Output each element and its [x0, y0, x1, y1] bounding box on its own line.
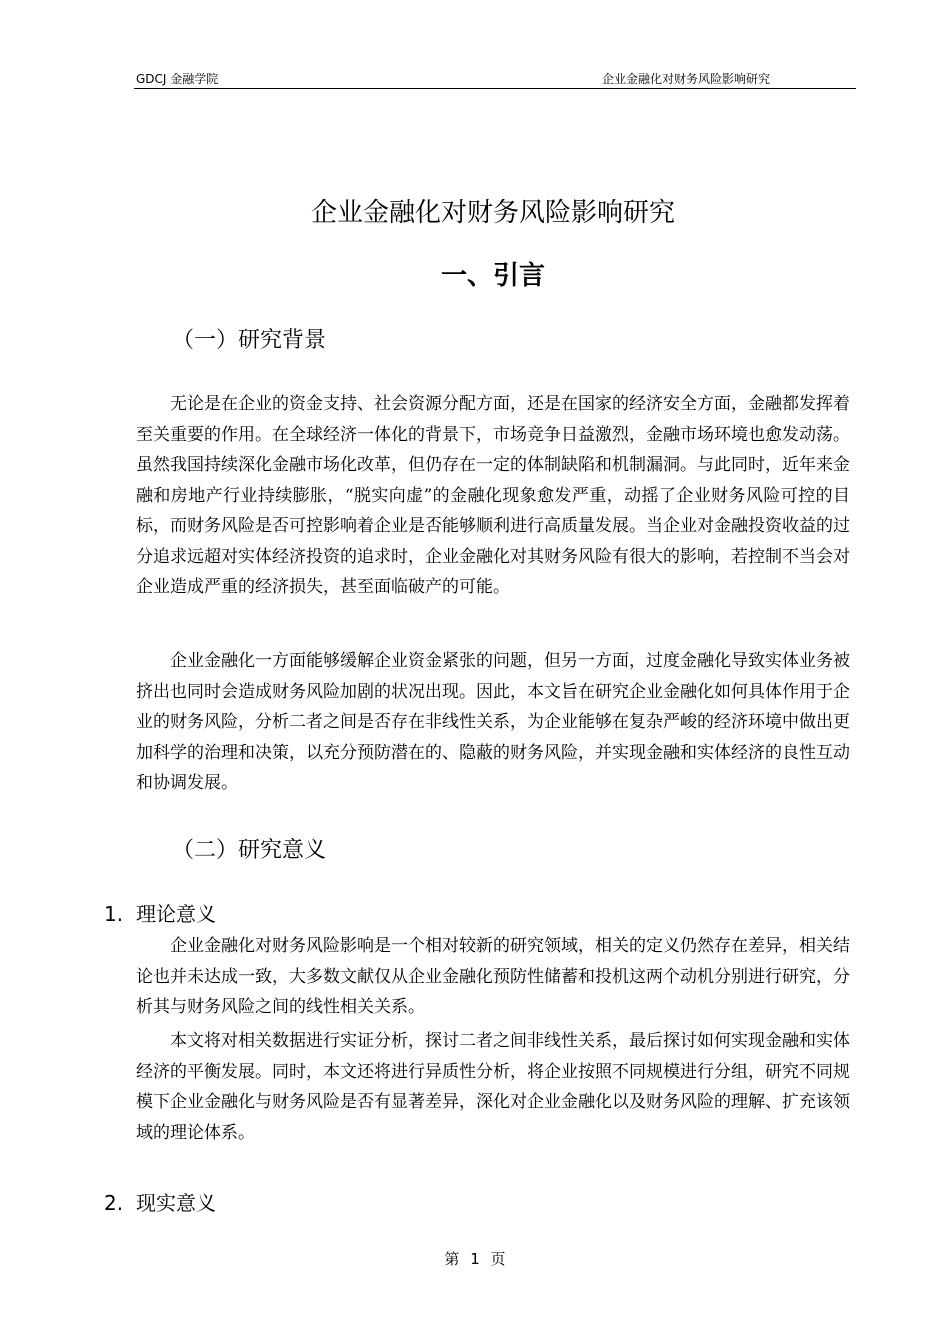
- paragraph-theory-2: 本文将对相关数据进行实证分析，探讨二者之间非线性关系，最后探讨如何实现金融和实体经济的平衡发展。同时，本文还将进行异质性分析，将企业按照不同规模进行分组，研究不同规模下企业金融化与财务风险是否有显著差异，深化对企业金融化以及财务风险的理解、扩充该领域的理论体系。: [136, 1031, 850, 1143]
- page-footer: [0, 1248, 950, 1270]
- paragraph-background-1: 无论是在企业的资金支持、社会资源分配方面，还是在国家的经济安全方面，金融都发挥着至关重要的作用。在全球经济一体化的背景下，市场竞争日益激烈，金融市场环境也愈发动荡。虽然我国持续深化金融市场化改革，但仍存在一定的体制缺陷和机制漏洞。与此同时，近年来金融和房地产行业持续膨胀，“脱实向虚”的金融化现象愈发严重，动摇了企业财务风险可控的目标，而财务风险是否可控影响着企业是否能够顺利进行高质量发展。当企业对金融投资收益的过分追求远超对实体经济投资的追求时，企业金融化对其财务风险有很大的影响，若控制不当会对企业造成严重的经济损失，甚至面临破产的可能。: [136, 394, 850, 597]
- subheading-number: 1.: [104, 902, 124, 926]
- page-number-suffix: 页: [490, 1250, 506, 1268]
- header-left-text: GDCJ 金融学院: [136, 72, 219, 86]
- subheading-number: 2.: [104, 1191, 124, 1215]
- page-number: 1: [470, 1250, 480, 1268]
- page-header: [134, 70, 856, 89]
- document-title: 企业金融化对财务风险影响研究: [310, 198, 675, 228]
- page-number-prefix: 第: [444, 1250, 460, 1268]
- subheading-text: 理论意义: [136, 902, 216, 926]
- header-right-text: 企业金融化对财务风险影响研究: [601, 72, 770, 86]
- paragraph-background-2: 企业金融化一方面能够缓解企业资金紧张的问题，但另一方面，过度金融化导致实体业务被挤出也同时会造成财务风险加剧的状况出现。因此，本文旨在研究企业金融化如何具体作用于企业的财务风险，分析二者之间是否存在非线性关系，为企业能够在复杂严峻的经济环境中做出更加科学的治理和决策，以充分预防潜在的、隐蔽的财务风险，并实现金融和实体经济的良性互动和协调发展。: [136, 651, 850, 793]
- subheading-text: 现实意义: [136, 1191, 216, 1215]
- section-heading-background: （一）研究背景: [172, 328, 327, 353]
- section-heading-significance: （二）研究意义: [172, 838, 327, 863]
- chapter-heading: 一、引言: [440, 261, 545, 291]
- subheading-theory: [104, 900, 216, 928]
- subheading-practice: [104, 1189, 216, 1217]
- paragraph-theory-1: 企业金融化对财务风险影响是一个相对较新的研究领域，相关的定义仍然存在差异，相关结论也并未达成一致，大多数文献仅从企业金融化预防性储蓄和投机这两个动机分别进行研究，分析其与财务风险之间的线性相关关系。: [136, 936, 850, 1017]
